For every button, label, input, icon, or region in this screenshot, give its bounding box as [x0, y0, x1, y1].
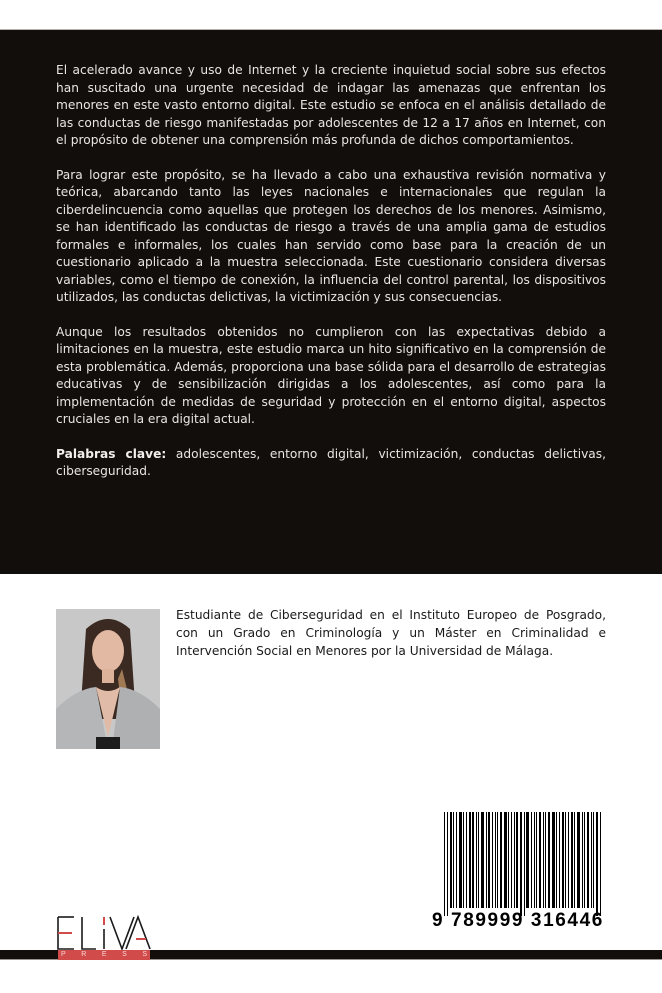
barcode-bar [587, 812, 589, 908]
press-letter: S [122, 951, 127, 958]
barcode-bar [492, 812, 493, 908]
barcode-bar [476, 812, 477, 908]
barcode-bar [574, 812, 575, 908]
press-letter: P [61, 951, 66, 958]
barcode-bar [520, 812, 522, 916]
barcode-bars [444, 812, 602, 908]
barcode-bar [472, 812, 474, 908]
barcode-bar [511, 812, 512, 908]
abstract-paragraph-1: El acelerado avance y uso de Internet y la creciente inquietud social sobre sus efectos han suscitado una urgente necesidad de indagar las amenazas que enfrentan los menores en este vasto entorno digital. Este estudio se enfoca en el análisis detallado de las conductas de riesgo manifestadas por adolescentes de 12 a 17 años en Internet, con el propósito de obtener una comprensión más profunda de dichos comportamientos. [56, 63, 606, 147]
barcode-bar [488, 812, 490, 908]
barcode-bar [459, 812, 462, 908]
press-letter: S [142, 951, 147, 958]
barcode-bar [495, 812, 496, 908]
barcode-bar [539, 812, 541, 908]
barcode-bar [508, 812, 509, 908]
isbn-barcode [432, 812, 604, 938]
barcode-bar [559, 812, 560, 908]
barcode-bar [584, 812, 585, 908]
author-portrait-icon [56, 609, 160, 749]
barcode-bar [568, 812, 569, 908]
barcode-bar [562, 812, 564, 908]
publisher-logo-press [58, 950, 150, 960]
barcode-bar [497, 812, 498, 908]
barcode-bar [456, 812, 457, 908]
barcode-bar [481, 812, 484, 908]
barcode-bar [463, 812, 464, 908]
barcode-bar [552, 812, 555, 908]
barcode-bar [447, 812, 448, 916]
barcode-bar [577, 812, 580, 908]
barcode-bar [565, 812, 566, 908]
barcode-bar [466, 812, 467, 908]
barcode-bar [600, 812, 601, 916]
barcode-bar [593, 812, 594, 908]
barcode-bar [582, 812, 583, 908]
barcode-bar [596, 812, 598, 916]
abstract [56, 62, 606, 498]
barcode-bar [545, 812, 546, 908]
press-letter: R [81, 951, 87, 958]
abstract-paragraph-2: Para lograr este propósito, se ha llevado a cabo una exhaustiva revisión normativa y teórica, abarcando tanto las leyes nacionales e internacionales que regulan la ciberdelincuencia como aquellas que protegen los derechos de los menores. Asimismo, se han identificado las conductas de riesgo a través de una amplia gama de estudios formales e informales, los cuales han servido como base para la creación de un cuestionario aplicado a la muestra seleccionada. Este cuestionario considera diversas variables, como el tiempo de conexión, la influencia del control parental, los dispositivos utilizados, las conductas delictivas, la victimización y sus consecuencias. [56, 167, 606, 304]
barcode-bar [591, 812, 592, 908]
press-letter: E [101, 951, 107, 958]
barcode-bar [469, 812, 471, 908]
author-bio: Estudiante de Ciberseguridad en el Instituto Europeo de Posgrado, con un Grado en Criminología y un Máster en Criminalidad e Intervención Social en Menores por la Universidad de Málaga. [176, 608, 606, 658]
keywords-list: adolescentes, entorno digital, victimización, conductas delictivas, ciberseguridad. [56, 446, 606, 478]
barcode-bar [478, 812, 479, 908]
keywords-label: Palabras clave: [56, 446, 167, 461]
eliva-logo-icon [56, 915, 152, 951]
barcode-bar [444, 812, 445, 916]
barcode-bar [504, 812, 507, 908]
abstract-paragraph-3: Aunque los resultados obtenidos no cumplieron con las expectativas debido a limitaciones en la muestra, este estudio marca un hito significativo en la comprensión de esta problemática. Además, proporciona una base sólida para el desarrollo de estrategias educativas y de sensibilización dirigidas a los adolescentes, así como para la implementación de medidas de seguridad y protección en el entorno digital, aspectos cruciales en la era digital actual. [56, 324, 606, 426]
barcode-bar [450, 812, 452, 908]
barcode-bar [514, 812, 515, 908]
barcode-bar [534, 812, 535, 908]
barcode-bar [531, 812, 532, 908]
keywords [56, 446, 606, 481]
barcode-bar [548, 812, 550, 908]
author-photo [56, 609, 160, 749]
barcode-bar [536, 812, 537, 908]
barcode-bar [526, 812, 529, 908]
isbn-digits: 9 789999 316446 [432, 910, 604, 931]
barcode-bar [571, 812, 573, 908]
barcode-bar [524, 812, 525, 916]
barcode-bar [543, 812, 544, 908]
barcode-bar [453, 812, 454, 908]
barcode-bar [500, 812, 502, 908]
barcode-bar [516, 812, 518, 908]
barcode-bar [486, 812, 487, 908]
barcode-bar [556, 812, 557, 908]
